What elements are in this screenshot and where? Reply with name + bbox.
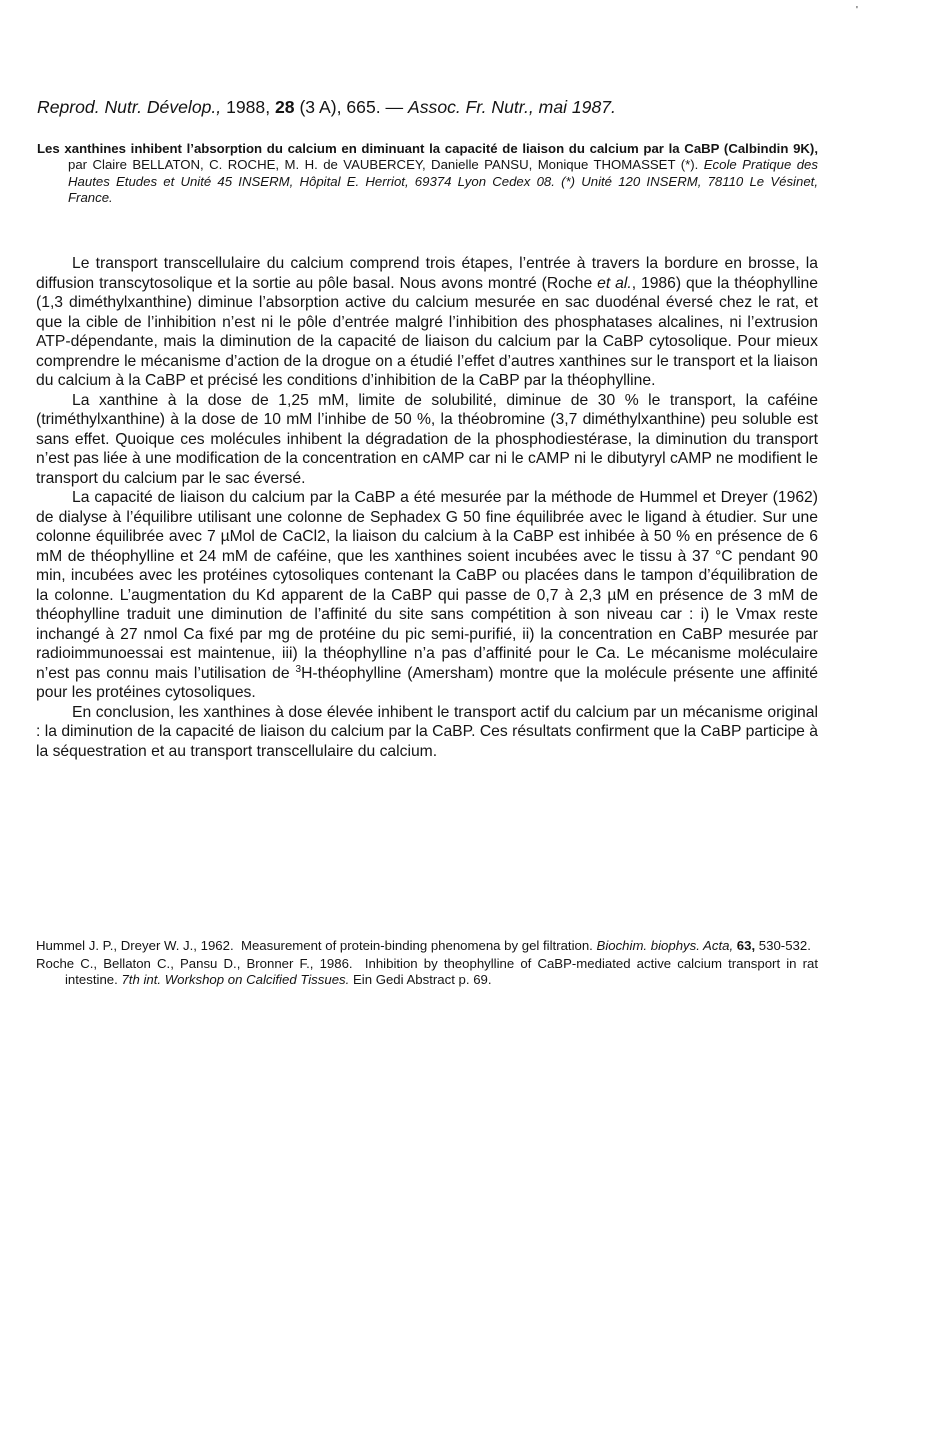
reference-title: Inhibition by theophylline of CaBP-mediated active calcium transport in rat intestine. xyxy=(65,955,819,988)
journal-name: Reprod. Nutr. Dévelop., xyxy=(37,97,222,117)
reference-pages: Ein Gedi Abstract p. 69. xyxy=(352,972,492,988)
paragraph-text: Le transport transcellulaire du calcium comprend trois étapes, l’entrée à travers la bordure en brosse, la diffusion transcytosolique et la sortie au pôle basal. Nous avons montré (Roche xyxy=(36,255,818,292)
reference-authors: Roche C., Bellaton C., Pansu D., Bronner F., 1986. xyxy=(36,955,353,971)
journal-issue-pages: (3 A), 665. — xyxy=(299,97,404,117)
journal-header xyxy=(37,96,817,118)
references-list xyxy=(36,938,818,990)
reference-volume: 63, xyxy=(736,938,756,953)
reference-item xyxy=(36,956,818,989)
reference-item xyxy=(36,938,818,955)
body-paragraph-3 xyxy=(36,488,818,703)
journal-volume: 28 xyxy=(274,97,295,117)
et-al-citation: et al. xyxy=(597,274,632,292)
paragraph-text: H-théophylline (Amersham) montre que la molécule présente une affinité pour les protéines cytosoliques. xyxy=(36,664,818,701)
article-title-block xyxy=(37,141,818,207)
article-authors: par Claire BELLATON, C. ROCHE, M. H. de VAUBERCEY, Danielle PANSU, Monique THOMASSET (*). xyxy=(68,157,699,173)
article-affiliation: Ecole Pratique des Hautes Etudes et Unité 45 INSERM, Hôpital E. Herriot, 69374 Lyon Cedex 08. (*) Unité 120 INSERM, 78110 Le Vésinet, France. xyxy=(68,157,818,206)
body-paragraph-2: La xanthine à la dose de 1,25 mM, limite de solubilité, diminue de 30 % le transport, la caféine (triméthylxanthine) à la dose de 10 mM l’inhibe de 50 %, la théobromine (3,7 diméthylxanthine) peu soluble est sans effet. Quoique ces molécules inhibent la dégradation de la phosphodiestérase, la diminution du transport n’est pas liée à une modification de la concentration en cAMP car ni le cAMP ni le dibutyryl cAMP ne modifient le transport du calcium par le sac éversé. xyxy=(36,391,818,487)
reference-journal: Biochim. biophys. Acta, xyxy=(596,938,734,953)
paragraph-text: La capacité de liaison du calcium par la CaBP a été mesurée par la méthode de Hummel et Dreyer (1962) de dialyse à l’équilibre utilisant une colonne de Sephadex G 50 fine équilibrée avec le ligand à étudier. Sur une colonne équilibrée avec 7 µMol de CaCl2, la liaison du calcium à la CaBP est inhibée à 50 % en présence de 6 mM de théophylline et 24 mM de caféine, que les xanthines soient incubées avec le tissu à 37 °C pendant 90 min, incubées avec les protéines cytosoliques contenant la CaBP ou placées dans le tampon d’équilibration de la colonne. L’augmentation du Kd apparent de la CaBP qui passe de 0,7 à 2,3 µM en présence de 3 mM de théophylline traduit une diminution de l’affinité du site sans compétition à son niveau car : i) le Vmax reste inchangé à 27 nmol Ca fixé par mg de protéine du pic semi-purifié, ii) la concentration en CaBP mesurée par radioimmunoessai est maintenue, iii) la théophylline n’a pas d’affinité pour le Ca. Le mécanisme moléculaire n’est pas connu mais l’utilisation de xyxy=(36,489,818,682)
paragraph-text: , 1986) que la théophylline (1,3 diméthylxanthine) diminue l’absorption active du calcium mesurée en sac duodénal éversé chez le rat, et que la cible de l’inhibition n’est ni le pôle d’entrée malgré l’inhibition des phosphatases alcalines, ni l’extrusion ATP-dépendante, mais la diminution de la capacité de liaison du calcium par la CaBP cytosolique. Pour mieux comprendre le mécanisme d’action de la drogue on a étudié l’effet d’autres xanthines sur le transport et la liaison du calcium à la CaBP et précisé les conditions d’inhibition de la CaBP par la théophylline. xyxy=(36,274,819,389)
reference-journal: 7th int. Workshop on Calcified Tissues. xyxy=(121,972,350,988)
isotope-superscript: 3 xyxy=(295,663,302,675)
article-body xyxy=(36,254,818,761)
reference-title: Measurement of protein-binding phenomena by gel filtration. xyxy=(240,938,593,953)
page-corner-mark: ' xyxy=(856,5,858,16)
journal-year: 1988, xyxy=(226,97,271,117)
body-paragraph-1 xyxy=(36,254,818,391)
meeting-name: Assoc. Fr. Nutr., mai 1987. xyxy=(408,97,616,117)
reference-pages: 530-532. xyxy=(758,938,811,953)
body-paragraph-4: En conclusion, les xanthines à dose élevée inhibent le transport actif du calcium par un mécanisme original : la diminution de la capacité de liaison du calcium par la CaBP. Ces résultats confirment que la CaBP participe à la séquestration et au transport transcellulaire du calcium. xyxy=(36,703,818,760)
article-title: Les xanthines inhibent l’absorption du calcium en diminuant la capacité de liaison du calcium par la CaBP (Calbindin 9K), xyxy=(37,141,818,156)
reference-authors: Hummel J. P., Dreyer W. J., 1962. xyxy=(36,938,234,953)
